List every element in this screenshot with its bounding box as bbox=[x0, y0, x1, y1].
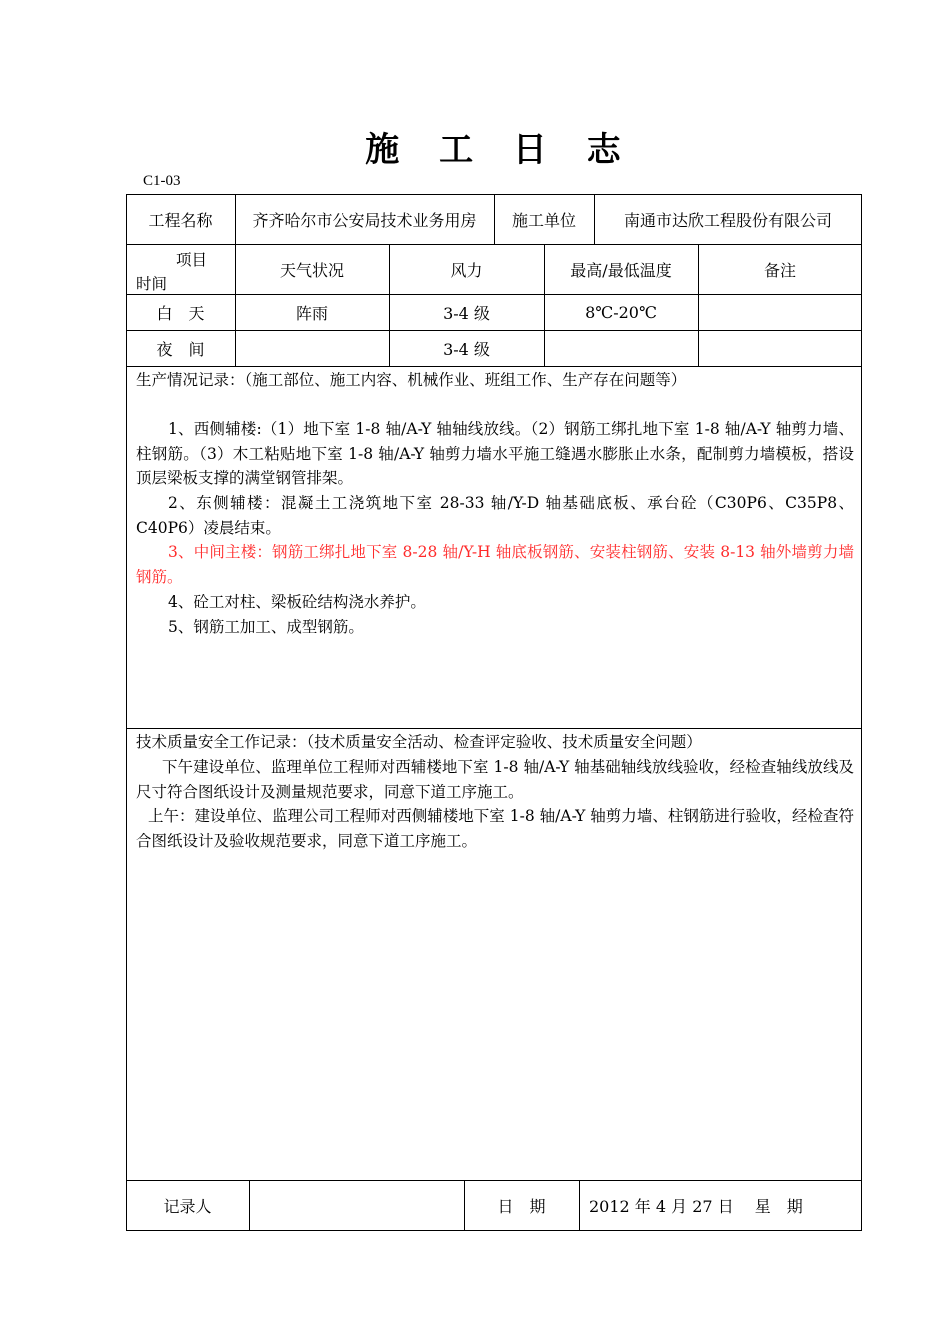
date-label: 日 期 bbox=[497, 1197, 546, 1216]
date-value: 2012 年 4 月 27 日 星 期 bbox=[589, 1197, 803, 1216]
production-item: 4、砼工对柱、梁板砼结构浇水养护。 bbox=[168, 593, 426, 611]
recorder-label: 记录人 bbox=[163, 1197, 212, 1216]
night-time-label: 夜 间 bbox=[156, 339, 205, 359]
quality-item: 下午建设单位、监理单位工程师对西辅楼地下室 1-8 轴/A-Y 轴基础轴线放线验收，经检查轴线放线及尺寸符合图纸设计及测量规范要求，同意下道工序施工。 bbox=[136, 758, 854, 801]
night-note bbox=[698, 330, 862, 366]
row-divider bbox=[126, 366, 862, 367]
night-temperature bbox=[544, 330, 698, 366]
night-weather bbox=[235, 330, 389, 366]
page-title: 施 工 日 志 bbox=[365, 130, 635, 170]
project-name-value: 齐齐哈尔市公安局技术业务用房 bbox=[252, 210, 477, 230]
production-item: 2、东侧辅楼：混凝土工浇筑地下室 28-33 轴/Y-D 轴基础底板、承台砼（C30P6、C35P8、C40P6）凌晨结束。 bbox=[136, 494, 854, 537]
weather-column-header: 天气状况 bbox=[279, 260, 344, 280]
production-item: 5、钢筋工加工、成型钢筋。 bbox=[168, 618, 364, 636]
quality-item: 上午：建设单位、监理公司工程师对西侧辅楼地下室 1-8 轴/A-Y 轴剪力墙、柱钢筋进行验收，经检查符合图纸设计及验收规范要求，同意下道工序施工。 bbox=[136, 807, 854, 850]
quality-heading: 技术质量安全工作记录：（技术质量安全活动、检查评定验收、技术质量安全问题） bbox=[136, 733, 702, 751]
note-column-header: 备注 bbox=[763, 260, 796, 280]
production-item-highlighted: 3、中间主楼：钢筋工绑扎地下室 8-28 轴/Y-H 轴底板钢筋、安装柱钢筋、安装 8-13 轴外墙剪力墙钢筋。 bbox=[136, 543, 854, 586]
form-code: C1-03 bbox=[143, 173, 181, 189]
day-weather: 阵雨 bbox=[295, 303, 328, 323]
construction-unit-value: 南通市达欣工程股份有限公司 bbox=[623, 210, 832, 230]
project-name-label: 工程名称 bbox=[148, 210, 213, 230]
production-item: 1、西侧辅楼:（1）地下室 1-8 轴/A-Y 轴轴线放线。（2）钢筋工绑扎地下室 1-8 轴/A-Y 轴剪力墙、柱钢筋。（3）木工粘贴地下室 1-8 轴/A-Y 轴剪力墙水平施工缝遇水膨胀止水条，配制剪力墙模板，搭设顶层梁板支撑的满堂钢管排架。 bbox=[136, 420, 854, 487]
day-note bbox=[698, 294, 862, 330]
production-heading: 生产情况记录：（施工部位、施工内容、机械作业、班组工作、生产存在问题等） bbox=[136, 371, 687, 389]
row-divider bbox=[126, 728, 862, 729]
day-wind: 3-4 级 bbox=[443, 303, 490, 323]
temperature-column-header: 最高/最低温度 bbox=[570, 260, 672, 280]
construction-unit-label: 施工单位 bbox=[511, 210, 576, 230]
wind-column-header: 风力 bbox=[450, 260, 483, 280]
corner-time-label: 时间 bbox=[136, 275, 168, 293]
night-wind: 3-4 级 bbox=[443, 339, 490, 359]
recorder-value bbox=[249, 1180, 464, 1231]
day-temperature: 8℃-20℃ bbox=[585, 302, 657, 322]
corner-item-label: 项目 bbox=[176, 251, 208, 269]
day-time-label: 白 天 bbox=[156, 303, 205, 323]
